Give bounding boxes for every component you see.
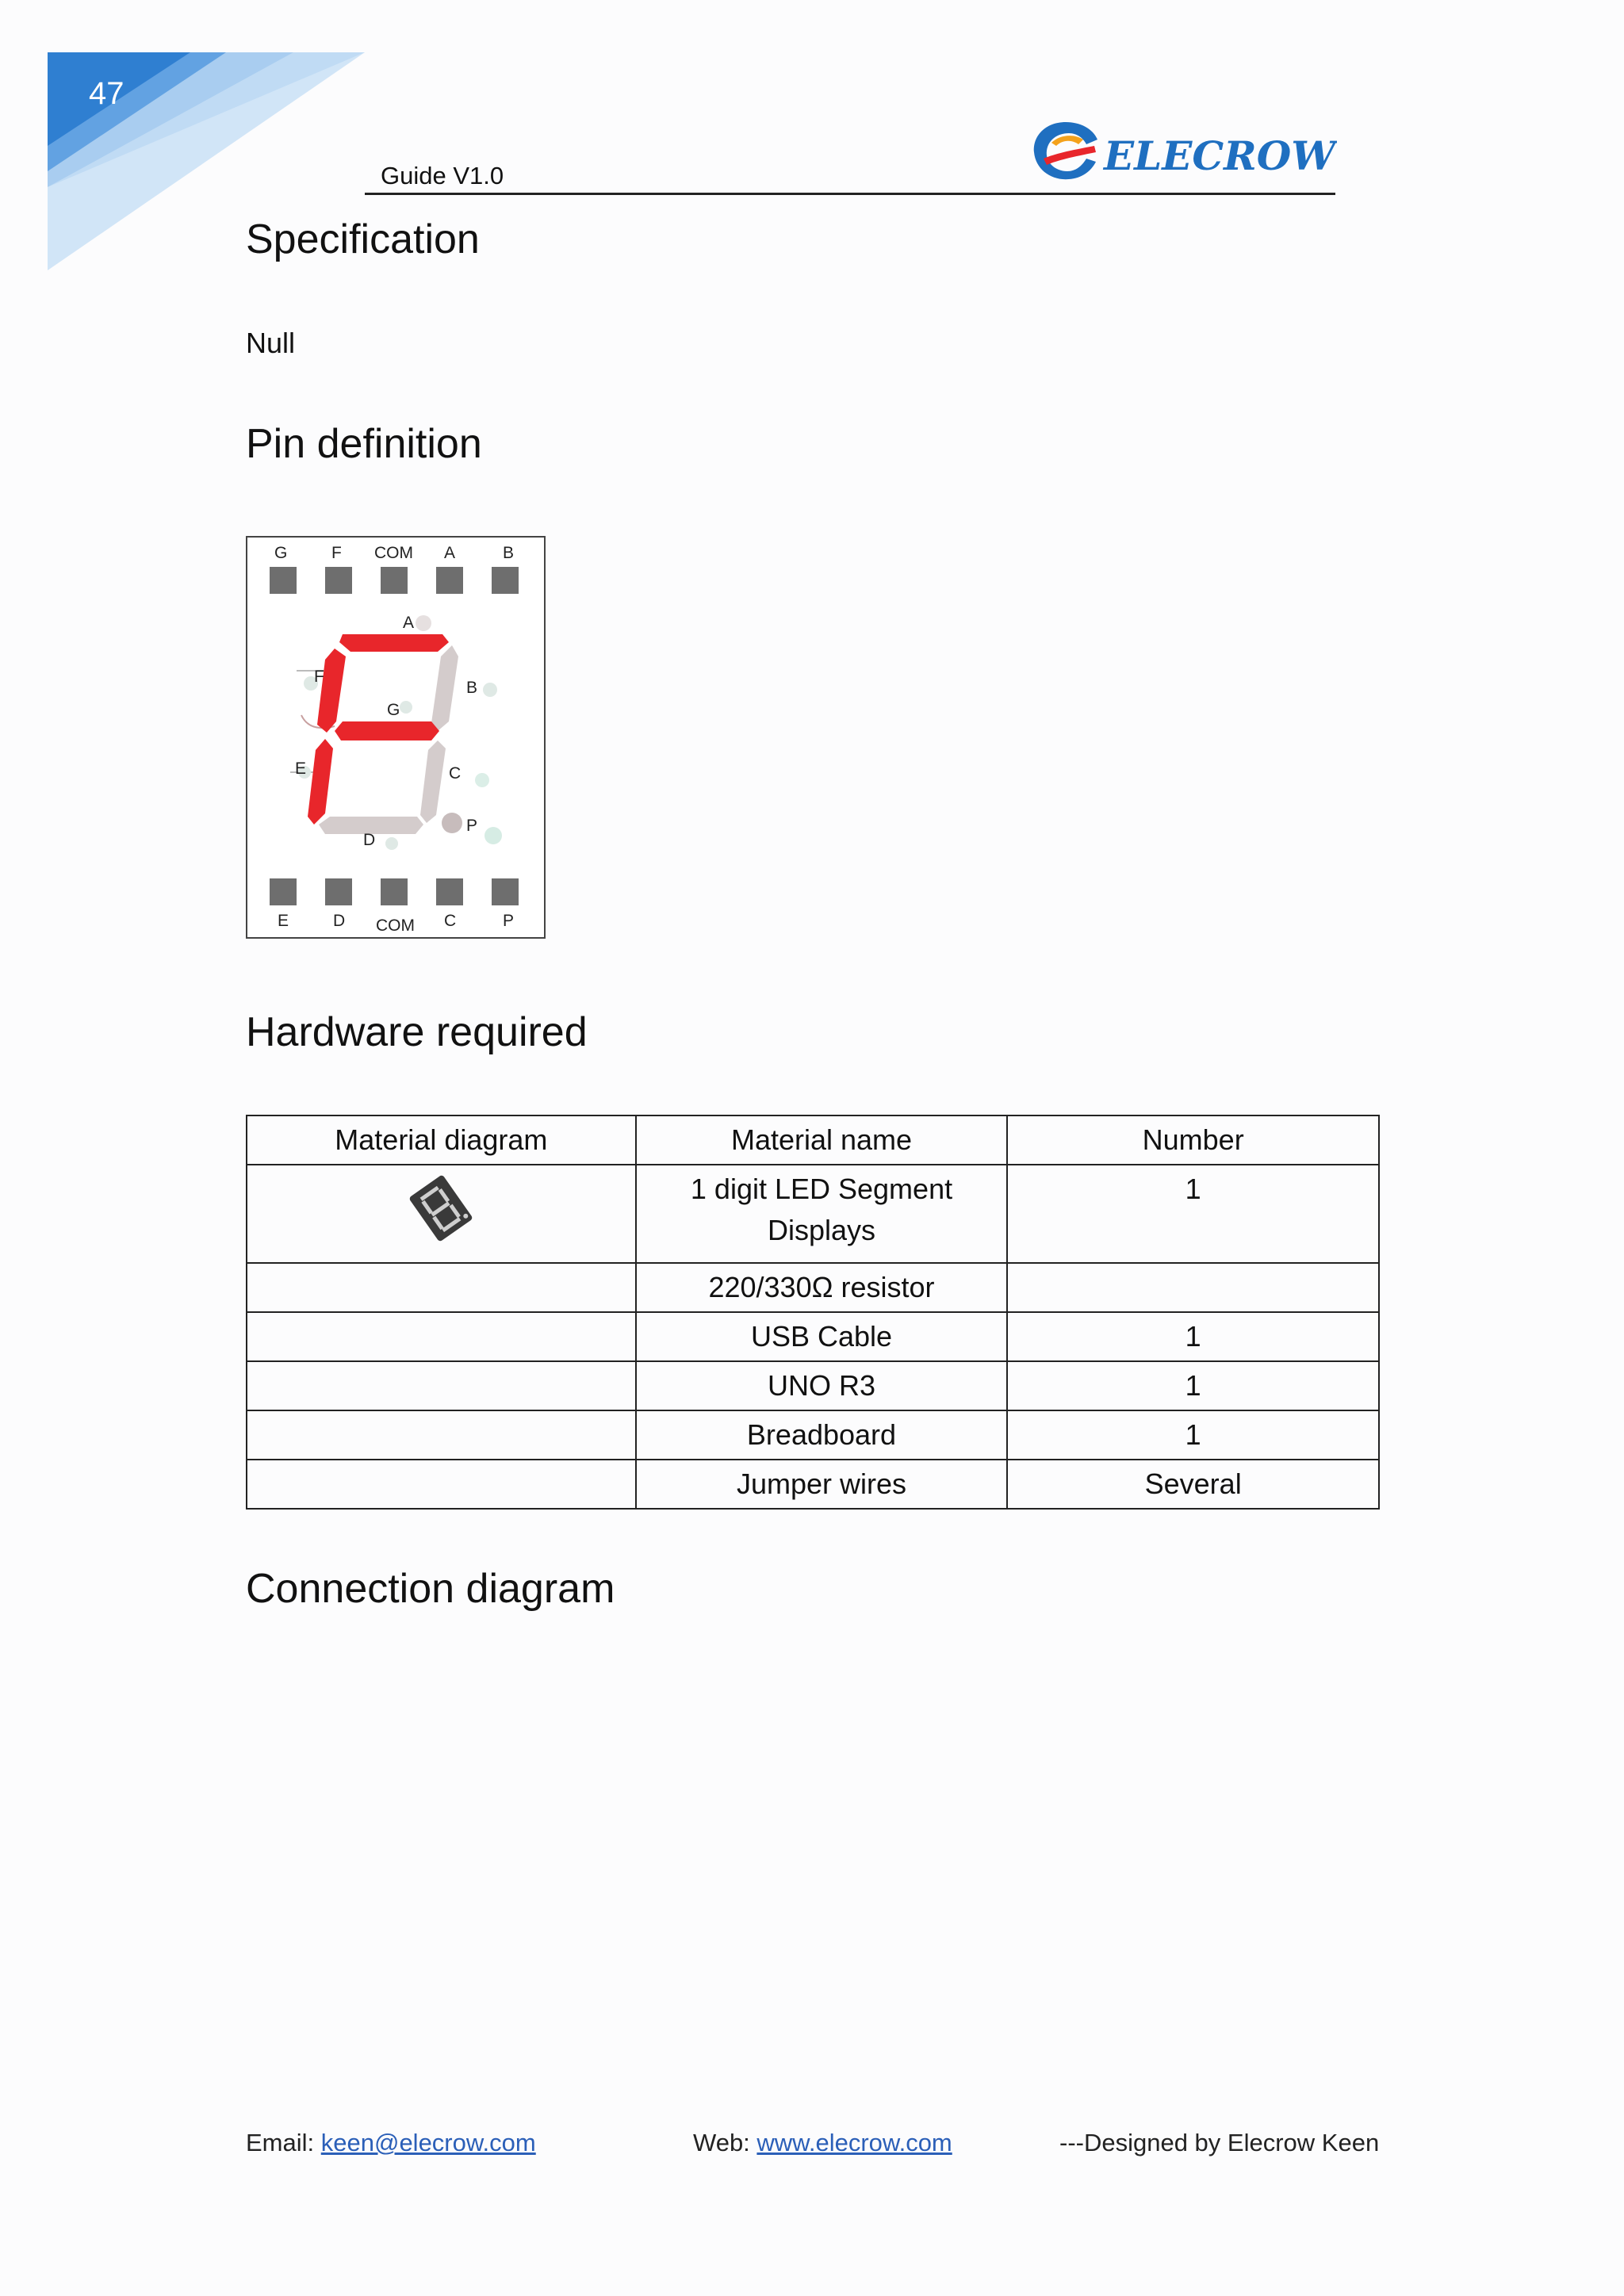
bottom-pin: [381, 878, 408, 905]
connection-heading: Connection diagram: [246, 1566, 615, 1612]
segment-label: D: [363, 831, 376, 849]
material-name-cell: UNO R3: [636, 1361, 1008, 1410]
top-pin: [492, 567, 519, 594]
hardware-heading: Hardware required: [246, 1009, 588, 1055]
segment-g: [335, 721, 439, 740]
email-link[interactable]: keen@elecrow.com: [320, 2129, 536, 2156]
pin-diagram-svg: [247, 538, 544, 937]
material-name-cell: Breadboard: [636, 1410, 1008, 1460]
top-pin-label: B: [503, 544, 515, 562]
pin-definition-heading: Pin definition: [246, 421, 482, 467]
bottom-pin-label: P: [503, 912, 515, 930]
material-number-cell: 1: [1007, 1410, 1379, 1460]
segment-dp: [442, 813, 462, 833]
specification-body: Null: [246, 327, 296, 359]
material-name-cell: USB Cable: [636, 1312, 1008, 1361]
table-header-row: [247, 1115, 1379, 1165]
table-row: [247, 1165, 1379, 1263]
web-link[interactable]: www.elecrow.com: [756, 2129, 952, 2156]
guide-label: Guide V1.0: [381, 162, 504, 189]
seven-segment-pin-diagram: [246, 536, 546, 939]
segment-label: C: [449, 764, 462, 783]
material-name-cell: Jumper wires: [636, 1460, 1008, 1509]
material-number-cell: [1007, 1263, 1379, 1312]
material-diagram-cell: [247, 1410, 636, 1460]
specification-heading: Specification: [246, 216, 480, 262]
header-material-diagram: Material diagram: [247, 1115, 636, 1165]
footer-designed-by: ---Designed by Elecrow Keen: [1059, 2129, 1380, 2156]
segment-label: A: [403, 614, 415, 632]
material-number-cell: Several: [1007, 1460, 1379, 1509]
material-diagram-cell: [247, 1312, 636, 1361]
top-pin-label: F: [331, 544, 342, 562]
material-diagram-cell: [247, 1460, 636, 1509]
top-pin: [270, 567, 297, 594]
segment-label: P: [466, 817, 478, 835]
hardware-table: [246, 1115, 1380, 1510]
header-rule: [365, 193, 1335, 195]
footer-email-label: Email:: [246, 2129, 321, 2156]
footer-web-label: Web:: [693, 2129, 757, 2156]
segment-b: [431, 645, 458, 731]
segment-label: F: [314, 668, 324, 686]
bottom-pin: [270, 878, 297, 905]
segment-label: E: [295, 760, 307, 778]
elecrow-logo: [1028, 111, 1337, 190]
table-row: [247, 1263, 1379, 1312]
top-pin: [381, 567, 408, 594]
bottom-pin: [325, 878, 352, 905]
bottom-pin-label: E: [278, 912, 289, 930]
top-pin-label: A: [444, 544, 456, 562]
footer-web: [693, 2129, 952, 2157]
segment-c: [420, 740, 446, 823]
page-number: 47: [89, 76, 124, 111]
segment-e: [308, 739, 333, 825]
bottom-pin: [436, 878, 463, 905]
bottom-pin-label: C: [444, 912, 457, 930]
bottom-pin-label: D: [333, 912, 346, 930]
material-name-cell: 220/330Ω resistor: [636, 1263, 1008, 1312]
bottom-pin: [492, 878, 519, 905]
bottom-pin-label: COM: [376, 916, 415, 935]
top-pin: [325, 567, 352, 594]
segment-label: G: [387, 701, 400, 719]
table-row: [247, 1460, 1379, 1509]
table-row: [247, 1361, 1379, 1410]
table-row: [247, 1312, 1379, 1361]
top-pin-label: COM: [374, 544, 413, 562]
material-number-cell: 1: [1007, 1312, 1379, 1361]
material-name-cell: 1 digit LED Segment Displays: [636, 1165, 1008, 1263]
led-segment-display-icon: [401, 1169, 481, 1248]
material-number-cell: 1: [1007, 1361, 1379, 1410]
logo-text: ELECROW: [1104, 132, 1336, 179]
top-pin: [436, 567, 463, 594]
header-number: Number: [1007, 1115, 1379, 1165]
segment-f: [317, 649, 346, 733]
logo-swirl-icon: [1034, 122, 1097, 179]
material-diagram-cell: [247, 1165, 636, 1263]
material-number-cell: 1: [1007, 1165, 1379, 1263]
segment-a: [339, 634, 449, 652]
material-diagram-cell: [247, 1361, 636, 1410]
table-row: [247, 1410, 1379, 1460]
top-pin-label: G: [274, 544, 288, 562]
footer-email: [246, 2129, 536, 2157]
header-material-name: Material name: [636, 1115, 1008, 1165]
material-diagram-cell: [247, 1263, 636, 1312]
segment-label: B: [466, 679, 478, 697]
